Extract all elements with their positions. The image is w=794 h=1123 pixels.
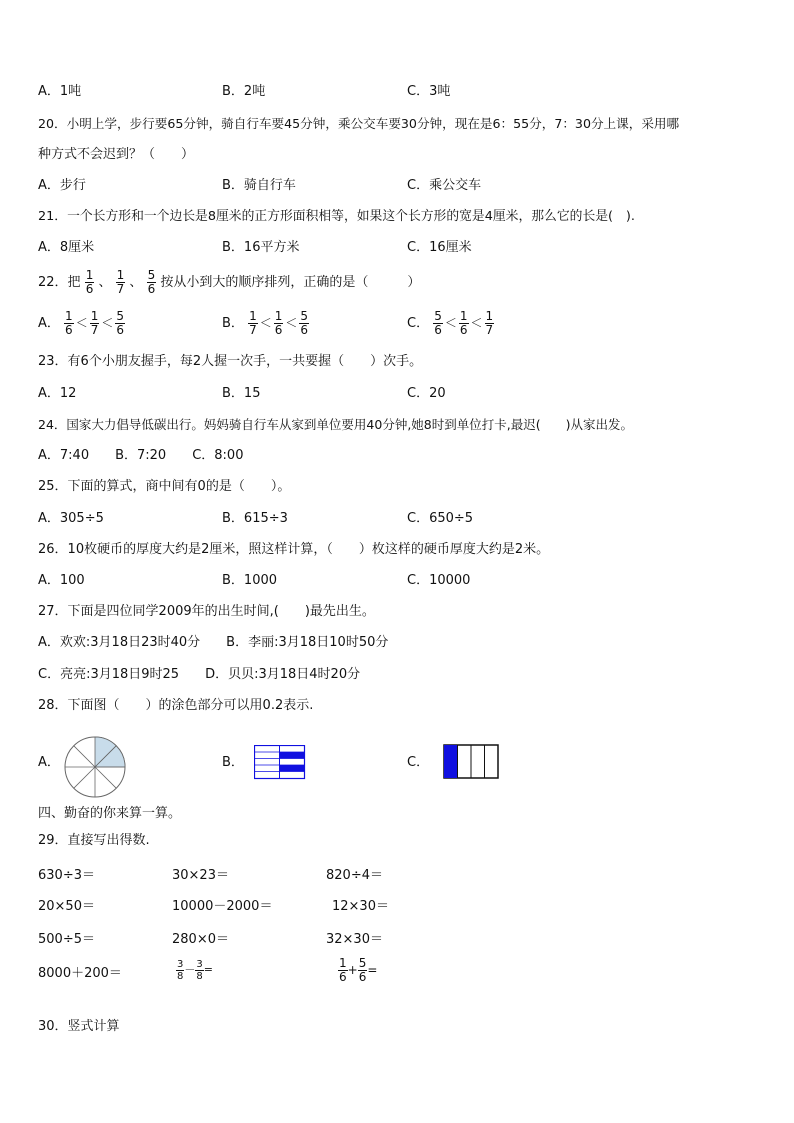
calc-item: 32×30＝	[326, 932, 383, 947]
denominator: 6	[274, 323, 283, 337]
numerator: 5	[147, 268, 156, 282]
calc-item: 8000＋200＝	[38, 966, 122, 981]
fraction	[274, 310, 284, 337]
numerator: 1	[459, 309, 468, 323]
fraction	[64, 310, 74, 337]
q26-stem: 26．10枚硬币的厚度大约是2厘米，照这样计算，（ ）枚这样的硬币厚度大约是2米。	[38, 542, 550, 557]
denominator: 6	[300, 323, 309, 337]
q22-fraction-1	[85, 269, 95, 296]
calc-item: 820÷4＝	[326, 868, 383, 883]
separator: 、	[129, 275, 143, 290]
numerator: 1	[274, 309, 283, 323]
q22-fraction-3	[147, 269, 157, 296]
q20-option-a: A．步行	[38, 178, 86, 193]
q25-option-c: C．650÷5	[407, 511, 474, 526]
less-than: ＜	[285, 316, 298, 330]
plus-sign: +	[347, 963, 358, 977]
q27-options-line1: A．欢欢:3月18日23时40分 B．李丽:3月18日10时50分	[38, 635, 389, 650]
denominator: 6	[459, 323, 468, 337]
q28-label-c: C．	[407, 755, 430, 770]
q22-option-c	[407, 306, 494, 341]
q24-stem: 24．国家大力倡导低碳出行。妈妈骑自行车从家到单位要用40分钟,她8时到单位打卡,最迟( )从家出发。	[38, 417, 633, 432]
fraction	[433, 310, 443, 337]
q20-option-c: C．乘公交车	[407, 178, 482, 193]
q22-fraction-2	[116, 269, 126, 296]
q20-stem-line1: 20．小明上学，步行要65分钟，骑自行车要45分钟，乘公交车要30分钟，现在是6：55分，7：30分上课，采用哪	[38, 116, 680, 131]
denominator: 6	[116, 323, 124, 337]
fraction-addition	[338, 950, 377, 990]
numerator: 1	[85, 268, 94, 282]
q27-stem: 27．下面是四位同学2009年的出生时间,( )最先出生。	[38, 604, 375, 619]
equals-sign: =	[203, 963, 213, 976]
denominator: 7	[90, 323, 99, 337]
denominator: 7	[249, 323, 257, 337]
q28-stem: 28．下面图（ ）的涂色部分可以用0.2表示.	[38, 698, 314, 713]
q24-options: A．7:40 B．7:20 C．8:00	[38, 448, 244, 463]
q23-option-c: C．20	[407, 386, 446, 401]
numerator: 3	[177, 958, 184, 970]
numerator: 1	[116, 268, 125, 282]
q23-stem: 23．有6个小朋友握手，每2人握一次手，一共要握（ ）次手。	[38, 354, 423, 369]
q26-option-a: A．100	[38, 573, 85, 588]
equals-sign: =	[367, 963, 378, 977]
q25-option-a: A．305÷5	[38, 511, 104, 526]
q20-stem-line2: 种方式不会迟到？（ ）	[38, 147, 195, 162]
q26-option-b: B．1000	[222, 573, 278, 588]
numerator: 1	[485, 309, 494, 323]
q21-option-c: C．16厘米	[407, 240, 472, 255]
q22-option-a	[38, 306, 125, 341]
q19-option-a: A．1吨	[38, 84, 82, 99]
calc-item: 280×0＝	[172, 932, 229, 947]
calc-item: 20×50＝	[38, 899, 95, 914]
q19-option-c: C．3吨	[407, 84, 451, 99]
calc-item: 30×23＝	[172, 868, 229, 883]
numerator: 5	[116, 309, 124, 323]
fraction	[90, 310, 100, 337]
q21-option-b: B．16平方米	[222, 240, 300, 255]
pie-circle-figure	[63, 736, 127, 798]
denominator: 8	[196, 970, 203, 982]
fraction	[195, 959, 203, 982]
numerator: 1	[65, 309, 73, 323]
q19-option-b: B．2吨	[222, 84, 266, 99]
denominator: 6	[434, 323, 442, 337]
fraction	[248, 310, 258, 337]
fraction-subtraction	[176, 952, 213, 988]
q22-prefix: 22．把	[38, 275, 81, 290]
q29-stem: 29．直接写出得数.	[38, 833, 150, 848]
option-label: C．	[407, 316, 430, 331]
less-than: ＜	[470, 316, 483, 330]
numerator: 5	[358, 956, 367, 970]
q23-option-a: A．12	[38, 386, 77, 401]
fraction	[115, 310, 125, 337]
numerator: 1	[90, 309, 99, 323]
option-label: B．	[222, 316, 244, 331]
calc-item: 500÷5＝	[38, 932, 95, 947]
numerator: 5	[300, 309, 309, 323]
less-than: ＜	[444, 316, 457, 330]
minus-sign: －	[184, 963, 196, 976]
fraction	[485, 310, 495, 337]
q25-stem: 25．下面的算式，商中间有0的是（ ）。	[38, 479, 291, 494]
fraction	[459, 310, 469, 337]
shaded-row	[280, 765, 305, 772]
less-than: ＜	[101, 316, 114, 330]
calc-item: 10000－2000＝	[172, 899, 273, 914]
bar-rectangle-figure	[443, 744, 499, 779]
q22-stem	[38, 266, 420, 300]
denominator: 8	[177, 970, 184, 982]
separator: 、	[98, 275, 112, 290]
q30-stem: 30．竖式计算	[38, 1019, 120, 1034]
less-than: ＜	[75, 316, 88, 330]
denominator: 6	[339, 970, 347, 984]
q26-option-c: C．10000	[407, 573, 471, 588]
denominator: 7	[485, 323, 494, 337]
q27-options-line2: C．亮亮:3月18日9时25 D．贝贝:3月18日4时20分	[38, 667, 361, 682]
q20-option-b: B．骑自行车	[222, 178, 296, 193]
denominator: 6	[85, 282, 94, 296]
less-than: ＜	[259, 316, 272, 330]
denominator: 6	[65, 323, 73, 337]
numerator: 3	[196, 958, 203, 970]
numerator: 1	[249, 309, 257, 323]
numerator: 1	[339, 956, 347, 970]
q28-label-b: B．	[222, 755, 244, 770]
calc-item: 630÷3＝	[38, 868, 95, 883]
denominator: 6	[358, 970, 367, 984]
fraction	[358, 957, 368, 984]
q22-suffix: 按从小到大的顺序排列，正确的是（ ）	[160, 275, 421, 290]
calc-item: 12×30＝	[332, 899, 389, 914]
q23-option-b: B．15	[222, 386, 261, 401]
q21-stem: 21．一个长方形和一个边长是8厘米的正方形面积相等，如果这个长方形的宽是4厘米，那么它的长是( ).	[38, 209, 635, 224]
q25-option-b: B．615÷3	[222, 511, 288, 526]
shaded-column	[444, 745, 458, 778]
fraction	[299, 310, 309, 337]
q22-option-b	[222, 306, 309, 341]
denominator: 7	[116, 282, 125, 296]
section-4-title: 四、勤奋的你来算一算。	[38, 806, 182, 821]
shaded-row	[280, 752, 305, 759]
option-label: A．	[38, 316, 60, 331]
numerator: 5	[434, 309, 442, 323]
grid-rectangle-figure	[254, 745, 306, 780]
fraction	[338, 957, 348, 984]
q28-label-a: A．	[38, 755, 60, 770]
denominator: 6	[147, 282, 156, 296]
q21-option-a: A．8厘米	[38, 240, 95, 255]
